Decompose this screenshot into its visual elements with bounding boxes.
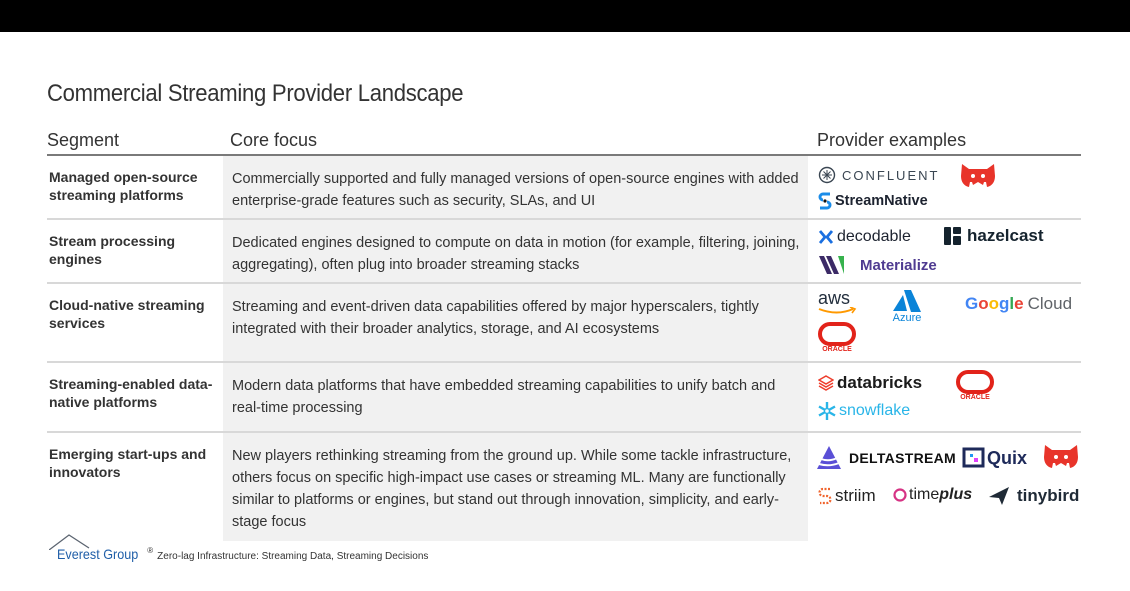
core-focus-cell — [223, 156, 808, 218]
logo-oracle: ORACLE — [955, 370, 995, 402]
footer-caption: Zero-lag Infrastructure: Streaming Data, Streaming Decisions — [157, 551, 429, 563]
logo-striim: striim — [817, 485, 876, 507]
provider-logos — [815, 220, 1081, 282]
oracle-icon — [817, 322, 857, 346]
everest-group-logo: Everest Group ® — [47, 546, 153, 564]
footer — [47, 546, 428, 564]
provider-logos — [815, 156, 1081, 218]
table-header — [47, 130, 1081, 156]
materialize-icon — [818, 254, 846, 276]
table-row — [47, 220, 1081, 284]
logo-aws: aws — [818, 289, 858, 315]
core-focus-cell — [223, 284, 808, 361]
logo-google-cloud: Google Cloud — [965, 294, 1073, 313]
logo-decodable: decodable — [818, 228, 911, 246]
tinybird-icon — [987, 485, 1011, 507]
segment-label: Managed open-source streaming platforms — [49, 169, 198, 203]
core-focus-text: Commercially supported and fully managed versions of open-source engines with added enterprise-grade features such as security, SLAs, and UI — [232, 171, 799, 209]
striim-icon — [817, 485, 833, 507]
table-row — [47, 433, 1081, 541]
hazelcast-icon — [943, 226, 963, 246]
logo-materialize: Materialize — [818, 254, 937, 276]
snowflake-icon — [817, 401, 837, 421]
core-focus-text: Streaming and event-driven data capabilities offered by major hyperscalers, tightly integrated with their broader analytics, storage, and AI ecosystems — [232, 299, 759, 337]
logo-confluent: CONFLUENT — [818, 166, 939, 184]
timeplus-icon — [891, 488, 909, 502]
oracle-icon — [955, 370, 995, 394]
core-focus-text: New players rethinking streaming from the ground up. While some tackle infrastructure, others focus on specific high-impact use cases or streaming ML. Many are functionally similar to platforms or engines, but stand out through innovation, simplicity, and early-stage focus — [232, 448, 792, 530]
aws-smile-icon — [818, 307, 858, 315]
deltastream-icon — [815, 445, 843, 471]
header-segment: Segment — [47, 130, 120, 150]
logo-databricks: databricks — [818, 373, 922, 393]
logo-oracle: ORACLE — [817, 322, 857, 354]
azure-icon — [891, 289, 923, 313]
header-core-focus: Core focus — [230, 130, 318, 150]
top-black-bar — [0, 0, 1130, 32]
table-row — [47, 156, 1081, 220]
redpanda-icon — [960, 162, 996, 188]
core-focus-text: Modern data platforms that have embedded streaming capabilities to unify batch and real-time processing — [232, 378, 776, 416]
quix-icon — [962, 447, 986, 469]
logo-redpanda — [1043, 443, 1079, 469]
table-row — [47, 363, 1081, 433]
core-focus-cell — [223, 220, 808, 282]
logo-timeplus: time plus — [891, 486, 972, 504]
databricks-icon — [818, 375, 834, 391]
redpanda-icon — [1043, 443, 1079, 469]
logo-redpanda — [960, 162, 996, 188]
table-row — [47, 284, 1081, 363]
logo-quix: Quix — [962, 447, 1027, 469]
logo-deltastream: DELTASTREAM — [815, 445, 956, 471]
header-provider-examples: Provider examples — [817, 130, 967, 150]
logo-hazelcast: hazelcast — [943, 226, 1044, 246]
segment-label: Streaming-enabled data-native platforms — [49, 376, 213, 410]
logo-streamnative: StreamNative — [818, 191, 928, 211]
segment-label: Stream processing engines — [49, 233, 176, 267]
provider-logos — [815, 363, 1081, 431]
provider-logos — [815, 284, 1081, 361]
logo-snowflake: snowflake — [817, 401, 910, 421]
landscape-table — [47, 130, 1081, 541]
streamnative-icon — [818, 191, 832, 211]
confluent-icon — [818, 166, 836, 184]
provider-logos — [815, 433, 1081, 541]
core-focus-cell — [223, 433, 808, 541]
segment-label: Emerging start-ups and innovators — [49, 446, 207, 480]
decodable-icon — [818, 229, 834, 245]
segment-label: Cloud-native streaming services — [49, 297, 205, 331]
page-title: Commercial Streaming Provider Landscape — [47, 80, 464, 107]
logo-azure: Azure — [891, 289, 923, 324]
core-focus-text: Dedicated engines designed to compute on data in motion (for example, filtering, joining, aggregating), often plug into broader streaming stacks — [232, 235, 800, 273]
logo-tinybird: tinybird — [987, 485, 1079, 507]
core-focus-cell — [223, 363, 808, 431]
